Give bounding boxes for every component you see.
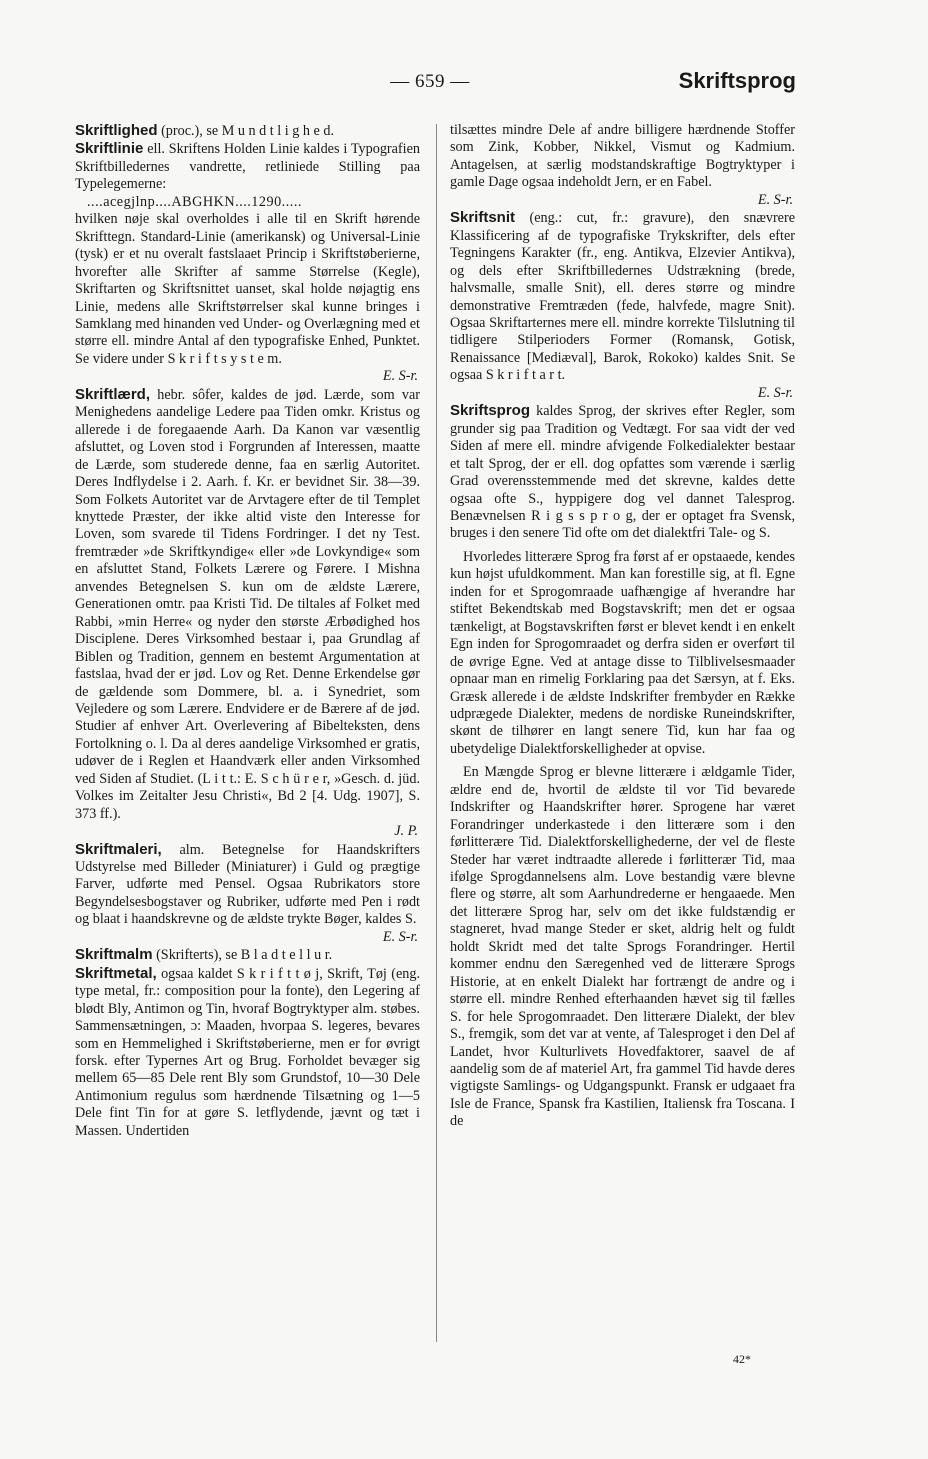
entry-skriftsnit xyxy=(450,209,795,385)
entry-text: (proc.), se M u n d t l i g h e d. xyxy=(157,123,335,139)
author-signature: E. S-r. xyxy=(382,368,418,385)
paragraph: Hvorledes litterære Sprog fra først af er opstaaede, kendes kun højst ufuldkomment. Man kan forestille sig, at fl. Egne inden for et Sprogomraade uafhængige af hverandre har stiftet Bekendtskab med Bogstavskrift; men det er ogsaa tænkeligt, at Bogstavskriften først er blevet kendt i en enkelt Egn inden for Sprogomraadet og derfra siden er overført til de øvrige Egne. Ved at antage disse to Tilblivelsesmaader opnaar man en rimelig Forklaring paa det Særsyn, at f. Eks. Græsk allerede i de ældste Indskrifter frembyder en Række udprægede Dialekter, medens de nordiske Runeindskrifter, skønt de tilhører en langt senere Tid, kun har faa og ubetydelige Dialektforskelligheder at opvise. xyxy=(450,548,795,757)
page-number: — 659 — xyxy=(390,71,470,92)
entry-text: (eng.: cut, fr.: gravure), den snævrere Klassificering af de typografiske Trykskrifter, dels efter Tegningens Karakter (fr., eng. Antikva, Elzevier Antikva), og dels efter Skriftbilledernes Udstrækning (brede, halvsmalle, smalle Snit), ell. deres større og mindre demonstrative Fremtræden (fede, halvfede, magre Snit). Ogsaa Skriftarternes mere ell. mindre korrekte Tilslutning til tidligere Stilperioders Former (Romansk, Gotisk, Renaissance [Mediæval], Barok, Rokoko) kaldes Snit. Se ogsaa S k r i f t a r t. xyxy=(450,210,795,384)
column-divider xyxy=(436,124,437,1342)
headword: Skriftmetal, xyxy=(75,964,157,982)
entry-skriftmalm xyxy=(75,946,420,964)
entry-text: (Skrifterts), se B l a d t e l l u r. xyxy=(152,947,333,964)
entry-text: ogsaa kaldet S k r i f t t ø j, Skrift, Tøj (eng. type metal, fr.: composition pour la fonte), den Legering af blødt Bly, Antimon og Tin, hvoraf Bogtryktyper alm. støbes. Sammensætningen, ɔ: Maaden, hvorpaa S. legeres, bevares som en Hemmelighed i Skriftstøberierne, men er for øvrigt forsk. efter Typernes Art og Brug. Forholdet bevæger sig mellem 65—85 Dele rent Bly som Grundstof, 10—30 Dele Antimonium regulus som hærdnende Tilsætning og 1—5 Dele fint Tin for at gøre S. letflydende, jævnt og tæt i Massen. Undertiden xyxy=(75,965,420,1139)
entry-text: hebr. sôfer, kaldes de jød. Lærde, som var Menighedens aandelige Ledere paa Tiden omkr. Kristus og allerede i de foregaaende Aarh. Da Kanon var væsentlig afsluttet, og Loven stod i Forgrunden af Interessen, maatte de Lærde, som studerede denne, faa en særlig Autoritet. Deres Indflydelse i 2. Aarh. f. Kr. er bevidnet Sir. 38—39. Som Folkets Autoritet var de Arvtagere efter de til Templet knyttede Præster, der ikke altid viste den Interesse for Loven, som svarede til Tidens Fordringer. I det ny Test. fremtræder »de Skriftkyndige« eller »de Lovkyndige« som en afsluttet Stand, Folkets Lærere og Førere. I Mishna anvendes Betegnelsen S. kun om de ældste Lærere, Generationen omtr. paa Kristi Tid. De tiltales af Folket med Rabbi, »min Herre« og nyder den største Ærbødighed hos Disciplene. Deres Virksomhed bestaar i, paa Grundlag af Biblen og Tradition, gennem en bestemt Argumentation at fastslaa, hvad der er jød. Lov og Ret. Denne Erkendelse gør de gældende som Dommere, bl. a. i Synedriet, som Vejledere og som Lærere. Endvidere er de Bærere af de jød. Studier af enhver Art. Overlevering af Bibelteksten, dens Fortolkning o. l. Da al deres aandelige Virksomhed er gratis, udøver de i Reglen et Haandværk eller anden Virksomhed ved Siden af Studiet. (L i t t.: E. S c h ü r e r, »Gesch. d. jüd. Volkes im Zeitalter Jesu Christi«, Bd 2 [4. Udg. 1907], S. 373 ff.). xyxy=(75,386,420,822)
author-signature: E. S-r. xyxy=(382,928,418,945)
sheet-signature-mark: 42* xyxy=(733,1352,751,1366)
entry-text: alm. Betegnelse for Haandskrifters Udstyrelse med Billeder (Miniaturer) i Guld og prægtige Farver, udførte med Pensel. Ogsaa Rubrikators store Begyndelsesbogstaver og Rubriker, udførte med Pen i rødt og blaat i haandskrevne og de ældste trykte Bøger, kaldes S. xyxy=(75,841,420,928)
type-line-formula: ....acegjlnp....ABGHKN....1290..... xyxy=(87,193,302,210)
headword: Skriftlinie xyxy=(75,140,144,158)
entry-skriftlighed xyxy=(75,122,420,140)
headword: Skriftsprog xyxy=(450,402,531,420)
entry-text: ell. Skriftens Holden Linie kaldes i Typografien Skriftbilledernes vandrette, retliniede Stilling paa Typelegemerne: xyxy=(75,141,420,193)
author-signature: E. S-r. xyxy=(757,384,793,401)
entry-skriftmetal-continued: tilsættes mindre Dele af andre billigere hærdnende Stoffer som Zink, Kobber, Nikkel, Vismut og Kadmium. Antagelsen, at særlig modstandskraftige Bogtryktyper i gamle Dage ogsaa indeholdt Jern, er en Fabel. xyxy=(450,122,795,191)
headword: Skriftmaleri, xyxy=(75,840,162,858)
entry-text-cont: hvilken nøje skal overholdes i alle til en Skrift hørende Skrifttegn. Standard-Linie (amerikansk) og Universal-Linie (tysk) er et nu overalt fastslaaet Princip i Skriftstøberierne, hvorefter alle Skrifter af samme Størrelse (Kegle), Skriftarten og Skriftsnittet uanset, skal holde nøjagtig ens Linie, medens alle Skriftstørrelser skal kunne bringes i Samklang med hinanden ved Under- og Overlægning med et større ell. mindre Antal af den typografiske Enhed, Punktet. Se videre under S k r i f t s y s t e m. xyxy=(75,211,420,367)
headword: Skriftsnit xyxy=(450,209,516,227)
headword: Skriftlighed xyxy=(75,122,158,139)
running-head: Skriftsprog xyxy=(678,68,796,93)
paragraph: En Mængde Sprog er blevne litterære i ældgamle Tider, ældre end de, hvortil de ældste til vor Tid bevarede Indskrifter og Haandskrifter hører. Sprogene har været Forandringer underkastede i den litterære som i den førlitterære Tid. Dialektforskellighederne, der vel de fleste Steder har været indtraadte allerede i førlitterær Tid, maa ifølge Sprogdannelsens alm. Love bestandig være blevne flere og større, alt som Aarhundrederne er hengaaede. Men det litterære Sprog har, selv om det ikke fuldstændig er stagneret, hvad mange Steder er sket, aldrig helt og fuldt holdt Skridt med det talte Sprogs Forandringer. Hertil kommer endnu den Særegenhed ved de litterære Sprogs Historie, at en enkelt Dialekt har fortrængt de andre og i større ell. mindre Renhed efterhaanden hævet sig til fælles S. for hele Sprogomraadet. Den litterære Dialekt, der blev S., fremgik, som det var at vente, af Talesproget i den Del af Landet, hvor Kulturlivets Hovedfaktorer, saavel de af aandelig som de af materiel Art, fra gammel Tid havde deres vigtigste Samlings- og Udgangspunkt. Fransk er udgaaet fra Isle de France, Spansk fra Kastilien, Italiensk fra Toscana. I de xyxy=(450,764,795,1130)
entry-skriftlaerd xyxy=(75,386,420,823)
author-signature: E. S-r. xyxy=(757,191,793,208)
entry-skriftlinie xyxy=(75,140,420,193)
author-signature: J. P. xyxy=(394,823,418,840)
left-column xyxy=(75,122,420,1140)
headword: Skriftmalm xyxy=(75,946,153,964)
headword: Skriftlærd, xyxy=(75,385,151,403)
entry-skriftsprog xyxy=(450,402,795,543)
entry-text: kaldes Sprog, der skrives efter Regler, som grunder sig paa Tradition og Vedtægt. For saa vidt der ved Siden af mere ell. mindre afvigende Folkedialekter bestaar et talt Sprog, der er ell. dog opfattes som værende i særlig Grad overensstemmende med det skrevne, kaldes dette ogsaa ofte S., hyppigere dog vel dannet Talesprog. Benævnelsen R i g s s p r o g, der er optaget fra Svensk, bruges i den senere Tid ofte om det dialektfri Tale- og S. xyxy=(450,403,795,542)
entry-skriftmetal xyxy=(75,965,420,1141)
entry-skriftmaleri xyxy=(75,841,420,929)
right-column xyxy=(450,122,795,1131)
